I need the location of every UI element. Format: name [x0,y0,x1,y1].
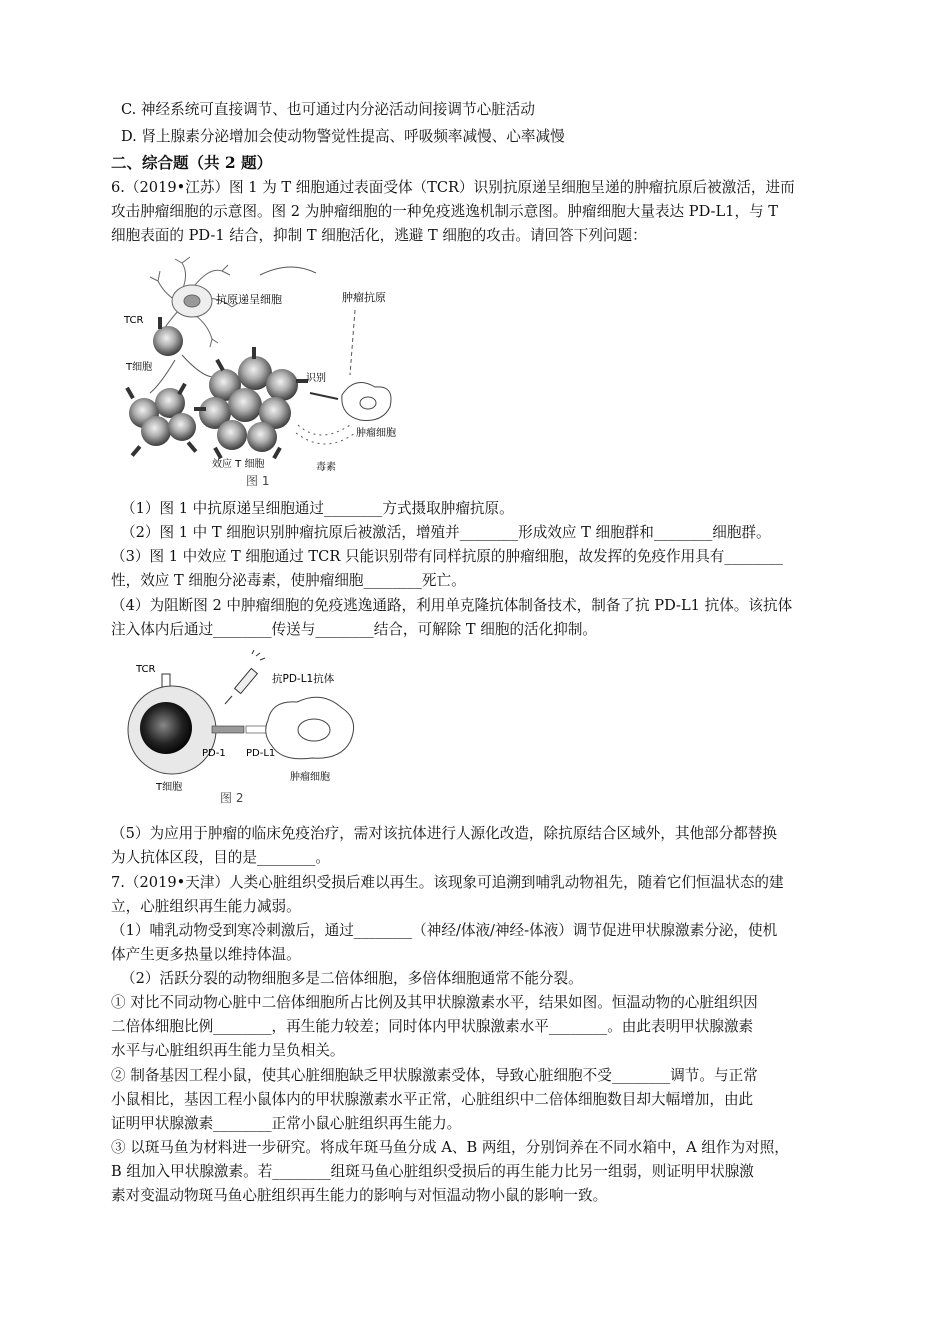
q6-stem-line: 细胞表面的 PD-1 结合，抑制 T 细胞活化，逃避 T 细胞的攻击。请回答下列问题： [111,227,647,244]
fig2-antibody-label: 抗PD-L1抗体 [272,673,335,685]
fig1-caption: 图 1 [246,474,270,487]
figure-2 [122,650,368,810]
q6-sub5b: 为人抗体区段，目的是________。 [111,849,330,866]
option-c: C. 神经系统可直接调节、也可通过内分泌活动间接调节心脏活动 [121,101,535,118]
fig2-tumor-label: 肿瘤细胞 [290,772,330,783]
figure-1 [120,255,420,487]
fig1-apc-label: 抗原递呈细胞 [216,293,282,306]
fig1-tcr-label: TCR [124,315,144,326]
pd1-receptor [212,726,244,733]
q6-sub3b: 性，效应 T 细胞分泌毒素，使肿瘤细胞________死亡。 [111,572,466,589]
q6-sub1: （1）图 1 中抗原递呈细胞通过________方式摄取肿瘤抗原。 [121,500,514,517]
fig2-pd1-label: PD-1 [202,748,226,759]
fig1-toxin-label: 毒素 [316,462,336,473]
t-cell-fig2 [128,686,216,774]
q7-line: 素对变温动物斑马鱼心脏组织再生能力的影响与对恒温动物小鼠的影响一致。 [111,1187,608,1204]
q6-sub2: （2）图 1 中 T 细胞识别肿瘤抗原后被激活，增殖并________形成效应 T 细胞群和________细胞群。 [121,524,771,541]
syringe-icon [225,650,265,704]
q7-line: ② 制备基因工程小鼠，使其心脏细胞缺乏甲状腺激素受体，导致心脏细胞不受________调节。与正常 [111,1067,758,1084]
tumor-cell [342,383,391,421]
q7-line: （1）哺乳动物受到寒冷刺激后，通过________（神经/体液/神经-体液）调节促进甲状腺激素分泌，使机 [111,922,778,939]
fig1-tcell-label: T细胞 [126,362,153,373]
q7-line: 证明甲状腺激素________正常小鼠心脏组织再生能力。 [111,1115,462,1132]
fig2-tcr-label: TCR [136,664,156,675]
q6-sub3a: （3）图 1 中效应 T 细胞通过 TCR 只能识别带有同样抗原的肿瘤细胞，故发挥的免疫作用具有________ [111,548,783,565]
fig1-recognize-label: 识别 [306,373,326,384]
effector-t-cell-cluster [194,347,308,459]
t-cell [153,326,183,356]
q7-line: ③ 以斑马鱼为材料进一步研究。将成年斑马鱼分成 A、B 两组，分别饲养在不同水箱中，A 组作为对照， [111,1139,789,1156]
q6-sub5a: （5）为应用于肿瘤的临床免疫治疗，需对该抗体进行人源化改造，除抗原结合区域外，其他部分都替换 [111,825,778,842]
fig1-effector-label: 效应 T 细胞 [212,459,265,470]
pdl1-ligand [246,726,268,733]
fig1-antigen-label: 肿瘤抗原 [342,291,386,304]
q6-stem-line: 6.（2019•江苏）图 1 为 T 细胞通过表面受体（TCR）识别抗原递呈细胞呈递的肿瘤抗原后被激活，进而 [111,179,795,196]
section-title: 二、综合题（共 2 题） [111,153,273,172]
q6-sub4a: （4）为阻断图 2 中肿瘤细胞的免疫逃逸通路，利用单克隆抗体制备技术，制备了抗 PD-L1 抗体。该抗体 [111,597,793,614]
option-d: D. 肾上腺素分泌增加会使动物警觉性提高、呼吸频率减慢、心率减慢 [121,128,565,145]
q7-line: 立，心脏组织再生能力减弱。 [111,898,301,915]
q7-line: 水平与心脏组织再生能力呈负相关。 [111,1042,345,1059]
q7-line: 体产生更多热量以维持体温。 [111,946,301,963]
t-cell-cluster-left [125,383,197,457]
fig1-tumor-label: 肿瘤细胞 [356,428,396,439]
q7-line: B 组加入甲状腺激素。若________组斑马鱼心脏组织受损后的再生能力比另一组弱，则证明甲状腺激 [111,1163,754,1180]
q7-line: （2）活跃分裂的动物细胞多是二倍体细胞，多倍体细胞通常不能分裂。 [121,970,583,987]
tumor-cell-fig2 [266,697,354,759]
q7-line: 7.（2019•天津）人类心脏组织受损后难以再生。该现象可追溯到哺乳动物祖先，随着它们恒温状态的建 [111,874,784,891]
fig2-caption: 图 2 [220,791,244,805]
q7-line: 小鼠相比，基因工程小鼠体内的甲状腺激素水平正常，心脏组织中二倍体细胞数目却大幅增加，由此 [111,1091,754,1108]
fig2-tcell-label: T细胞 [156,782,183,793]
q7-line: 二倍体细胞比例________，再生能力较差；同时体内甲状腺激素水平________。由此表明甲状腺激素 [111,1018,754,1035]
q7-line: ① 对比不同动物心脏中二倍体细胞所占比例及其甲状腺激素水平，结果如图。恒温动物的心脏组织因 [111,994,758,1011]
q6-stem-line: 攻击肿瘤细胞的示意图。图 2 为肿瘤细胞的一种免疫逃逸机制示意图。肿瘤细胞大量表达 PD-L1，与 T [111,203,779,220]
fig2-pdl1-label: PD-L1 [246,748,276,759]
q6-sub4b: 注入体内后通过________传送与________结合，可解除 T 细胞的活化抑制。 [111,621,598,638]
